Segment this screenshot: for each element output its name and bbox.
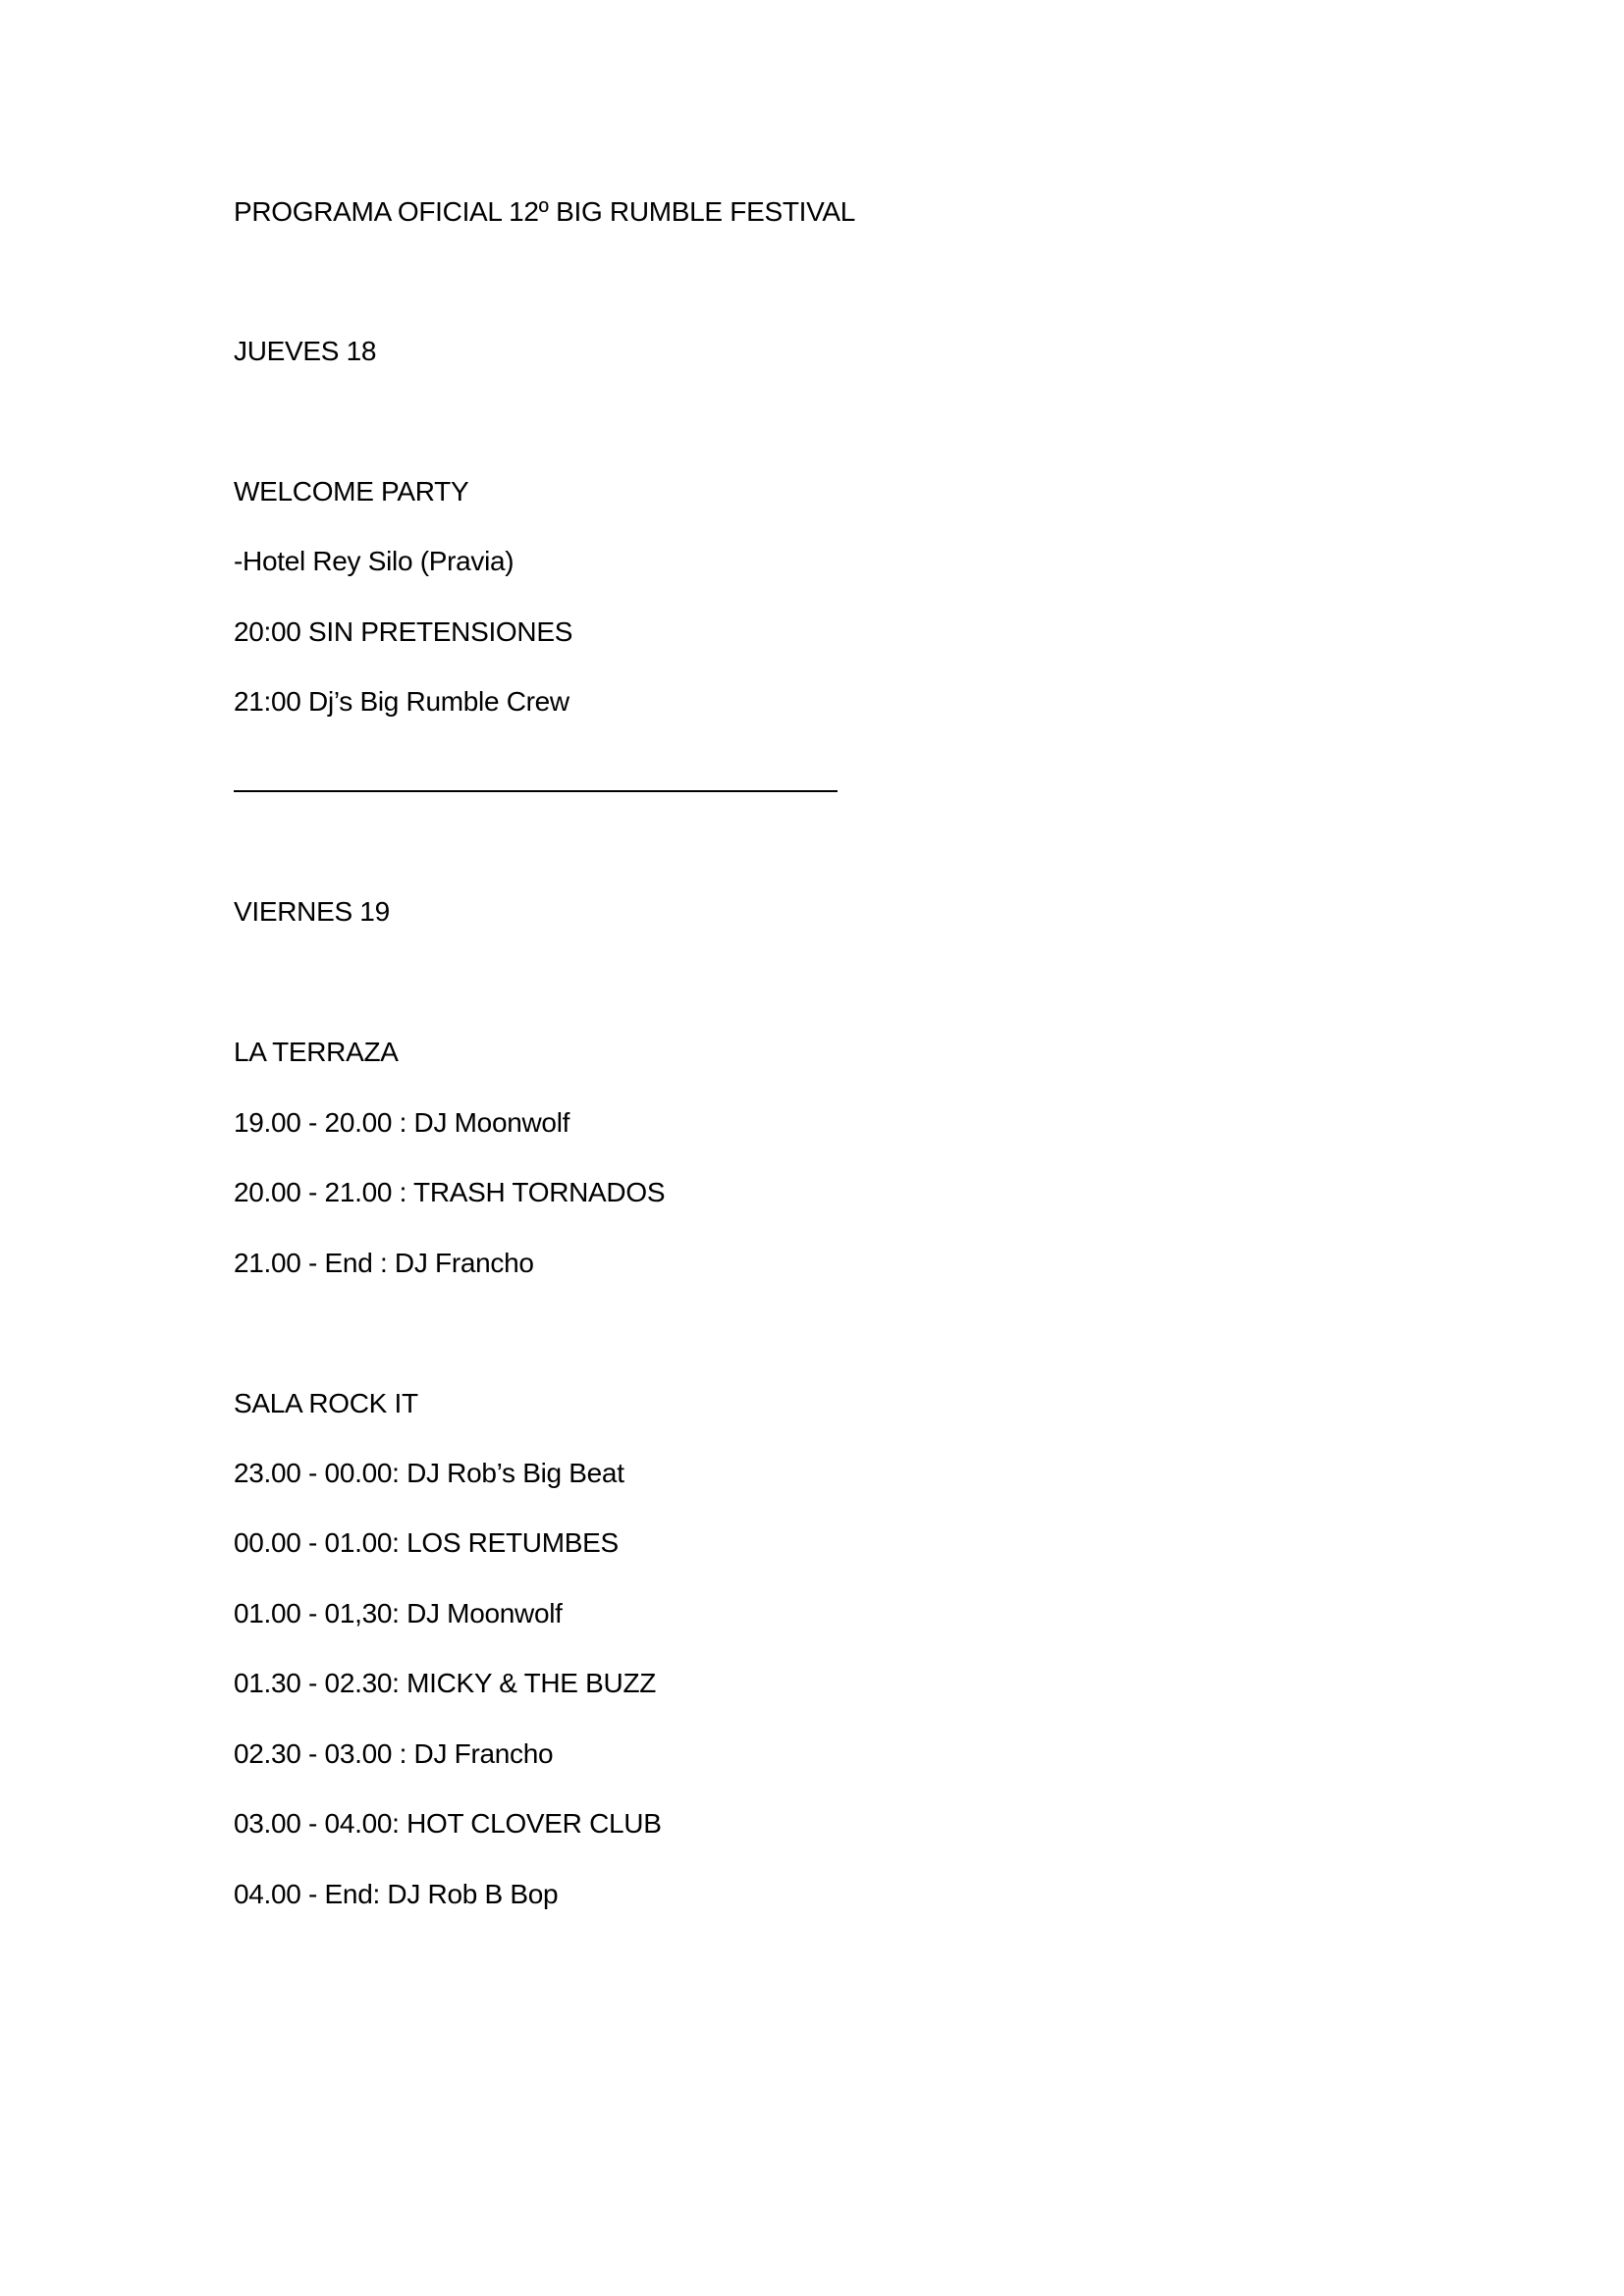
venue-heading-la-terraza: LA TERRAZA — [234, 1037, 399, 1067]
venue-heading-welcome-party: WELCOME PARTY — [234, 476, 469, 507]
day-heading-friday: VIERNES 19 — [234, 896, 390, 927]
schedule-item: 04.00 - End: DJ Rob B Bop — [234, 1879, 559, 1909]
schedule-item: 01.30 - 02.30: MICKY & THE BUZZ — [234, 1668, 657, 1698]
schedule-item: 02.30 - 03.00 : DJ Francho — [234, 1738, 554, 1769]
schedule-item: 20.00 - 21.00 : TRASH TORNADOS — [234, 1177, 666, 1207]
schedule-item: 01.00 - 01,30: DJ Moonwolf — [234, 1598, 563, 1629]
venue-location: -Hotel Rey Silo (Pravia) — [234, 546, 514, 576]
schedule-item: 19.00 - 20.00 : DJ Moonwolf — [234, 1107, 570, 1138]
venue-heading-sala-rock-it: SALA ROCK IT — [234, 1388, 418, 1418]
schedule-item: 23.00 - 00.00: DJ Rob’s Big Beat — [234, 1458, 624, 1488]
section-divider — [234, 790, 838, 792]
document-title: PROGRAMA OFICIAL 12º BIG RUMBLE FESTIVAL — [234, 196, 856, 227]
schedule-item: 00.00 - 01.00: LOS RETUMBES — [234, 1527, 619, 1558]
day-heading-thursday: JUEVES 18 — [234, 336, 377, 366]
schedule-item: 20:00 SIN PRETENSIONES — [234, 616, 573, 647]
schedule-item: 21.00 - End : DJ Francho — [234, 1248, 534, 1278]
schedule-item: 03.00 - 04.00: HOT CLOVER CLUB — [234, 1808, 662, 1839]
schedule-item: 21:00 Dj’s Big Rumble Crew — [234, 686, 569, 717]
